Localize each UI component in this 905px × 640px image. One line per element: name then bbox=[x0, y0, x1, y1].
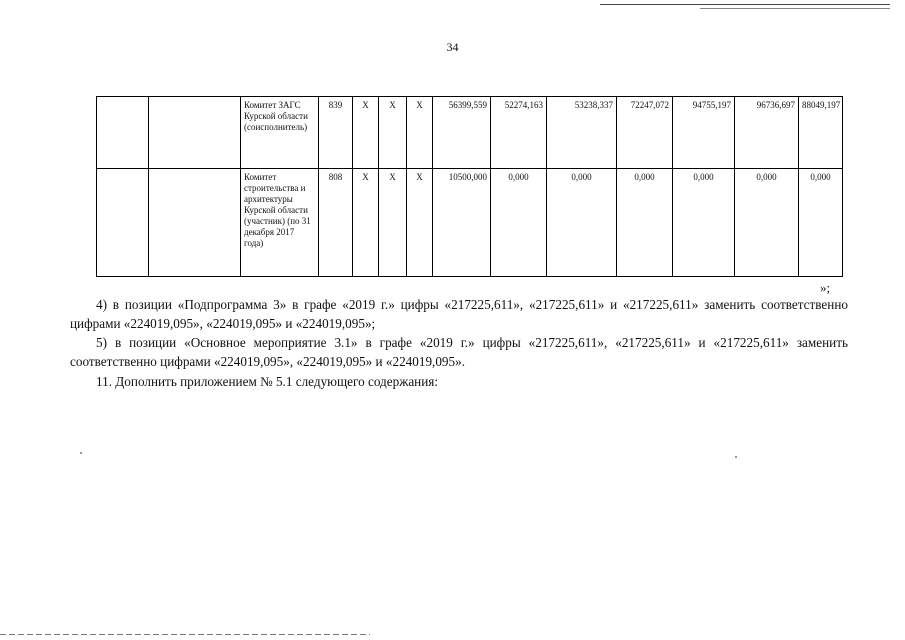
x-marker-cell: Х bbox=[353, 169, 379, 277]
x-marker-cell: Х bbox=[407, 169, 433, 277]
value-cell: 96736,697 bbox=[735, 97, 799, 169]
value-cell: 94755,197 bbox=[673, 97, 735, 169]
value-cell: 0,000 bbox=[735, 169, 799, 277]
value-cell: 0,000 bbox=[673, 169, 735, 277]
scan-speck bbox=[735, 456, 737, 458]
budget-table bbox=[96, 96, 843, 277]
x-marker-cell: Х bbox=[379, 169, 407, 277]
scan-top-rule-secondary bbox=[700, 8, 890, 9]
value-cell: 72247,072 bbox=[617, 97, 673, 169]
value-cell: 0,000 bbox=[491, 169, 547, 277]
scan-speck bbox=[80, 452, 82, 454]
value-cell: 53238,337 bbox=[547, 97, 617, 169]
budget-code-cell: 839 bbox=[319, 97, 353, 169]
table-row bbox=[97, 169, 843, 277]
table-cell-empty bbox=[149, 169, 241, 277]
scan-top-rule bbox=[600, 4, 890, 5]
page-number: 34 bbox=[446, 40, 459, 54]
scan-bottom-edge bbox=[0, 634, 370, 635]
table-cell-empty bbox=[97, 169, 149, 277]
table-cell-empty bbox=[149, 97, 241, 169]
paragraph-item-11: 11. Дополнить приложением № 5.1 следующего содержания: bbox=[96, 374, 439, 389]
executor-name-cell: Комитет ЗАГС Курской области (соисполнитель) bbox=[241, 97, 319, 169]
quote-end: »; bbox=[820, 280, 831, 295]
value-cell: 88049,197 bbox=[799, 97, 843, 169]
value-cell: 0,000 bbox=[547, 169, 617, 277]
value-cell: 56399,559 bbox=[433, 97, 491, 169]
budget-code-cell: 808 bbox=[319, 169, 353, 277]
x-marker-cell: Х bbox=[353, 97, 379, 169]
executor-name-cell: Комитет строительства и архитектуры Курской области (участник) (по 31 декабря 2017 года) bbox=[241, 169, 319, 277]
paragraph-item-5: 5) в позиции «Основное мероприятие 3.1» в графе «2019 г.» цифры «217225,611», «217225,611» и «217225,611» заменить соответственно цифрами «224019,095», «224019,095» и «224019,095». bbox=[70, 335, 848, 369]
value-cell: 10500,000 bbox=[433, 169, 491, 277]
paragraph-item-4: 4) в позиции «Подпрограмма 3» в графе «2019 г.» цифры «217225,611», «217225,611» и «217225,611» заменить соответственно цифрами «224019,095», «224019,095» и «224019,095»; bbox=[70, 297, 848, 331]
x-marker-cell: Х bbox=[407, 97, 433, 169]
value-cell: 0,000 bbox=[617, 169, 673, 277]
value-cell: 52274,163 bbox=[491, 97, 547, 169]
x-marker-cell: Х bbox=[379, 97, 407, 169]
table-cell-empty bbox=[97, 97, 149, 169]
table-row bbox=[97, 97, 843, 169]
value-cell: 0,000 bbox=[799, 169, 843, 277]
